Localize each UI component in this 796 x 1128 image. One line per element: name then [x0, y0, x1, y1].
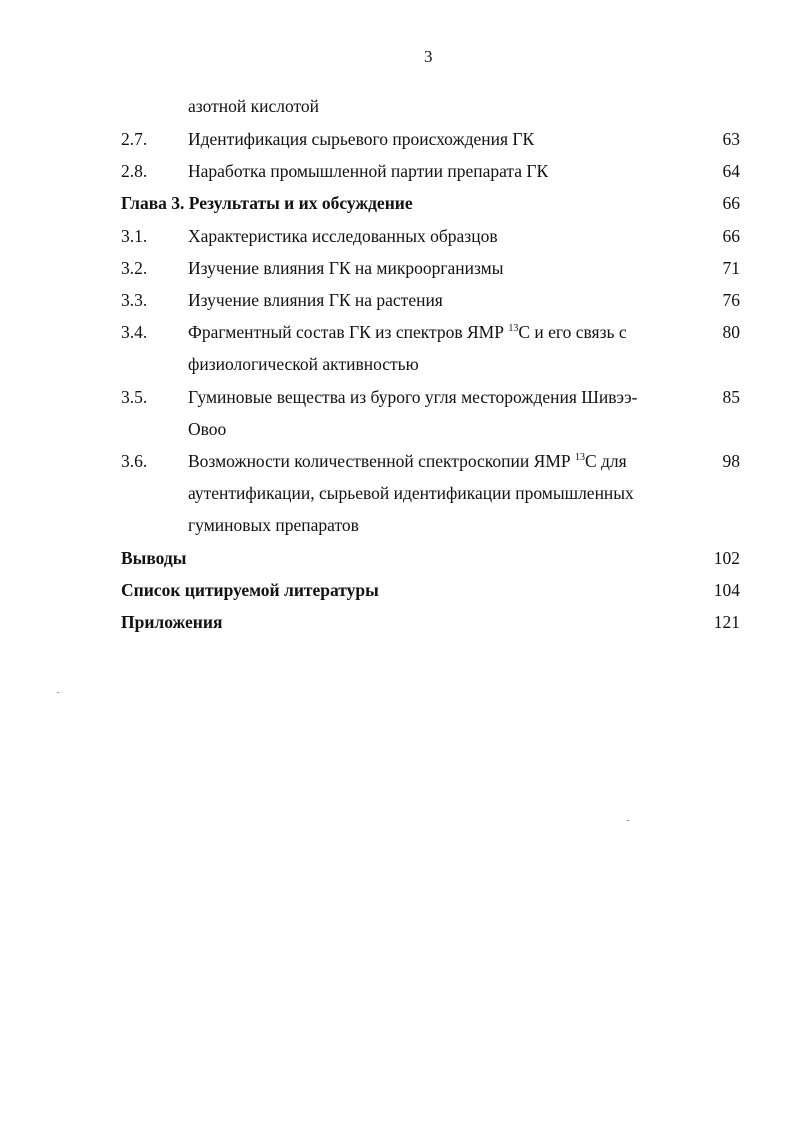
- toc-entry-page: 102: [713, 548, 740, 568]
- toc-entry-text: Наработка промышленной партии препарата ГК: [188, 161, 549, 181]
- toc-entry-3-3: [0, 288, 796, 312]
- toc-entry-text-part: Фрагментный состав ГК из спектров ЯМР: [188, 322, 509, 342]
- toc-entry-2-6-continuation: [0, 94, 796, 118]
- toc-entry-number: 3.4.: [121, 322, 148, 342]
- toc-entry-text: Изучение влияния ГК на растения: [188, 290, 443, 310]
- toc-entry-page: 98: [722, 451, 740, 471]
- toc-entry-page: 66: [722, 193, 740, 213]
- superscript-isotope: 13: [508, 323, 519, 334]
- toc-entry-3-1: [0, 224, 796, 248]
- toc-entry-3-6: [0, 449, 796, 473]
- toc-chapter-title: Глава 3. Результаты и их обсуждение: [121, 193, 413, 213]
- toc-entry-number: 3.2.: [121, 258, 148, 278]
- page-number: 3: [424, 47, 433, 66]
- toc-appendices: [0, 610, 796, 634]
- toc-entry-page: 80: [722, 322, 740, 342]
- toc-entry-text: Овоо: [188, 419, 227, 439]
- scan-speck: [627, 820, 629, 821]
- toc-references: [0, 578, 796, 602]
- toc-entry-number: 3.6.: [121, 451, 148, 471]
- toc-entry-3-6-line-3: [0, 513, 796, 537]
- toc-entry-3-4-line-2: [0, 352, 796, 376]
- toc-entry-3-2: [0, 256, 796, 280]
- toc-entry-text: Идентификация сырьевого происхождения ГК: [188, 129, 535, 149]
- toc-entry-number: 3.5.: [121, 387, 148, 407]
- toc-entry-page: 85: [722, 387, 740, 407]
- toc-entry-3-4: [0, 320, 796, 344]
- toc-entry-text: азотной кислотой: [188, 96, 320, 116]
- toc-entry-2-7: [0, 127, 796, 151]
- toc-entry-text: Гуминовые вещества из бурого угля месторождения Шивээ-: [188, 387, 638, 407]
- toc-section-title: Приложения: [121, 612, 223, 632]
- toc-entry-2-8: [0, 159, 796, 183]
- toc-entry-page: 104: [713, 580, 740, 600]
- toc-section-title: Список цитируемой литературы: [121, 580, 379, 600]
- superscript-isotope: 13: [574, 452, 585, 463]
- toc-entry-text: [188, 320, 627, 344]
- toc-entry-text: гуминовых препаратов: [188, 515, 359, 535]
- toc-entry-text: [188, 449, 627, 473]
- toc-entry-page: 63: [722, 129, 740, 149]
- toc-entry-page: 76: [722, 290, 740, 310]
- toc-entry-number: 2.7.: [121, 129, 148, 149]
- toc-entry-page: 64: [722, 161, 740, 181]
- toc-section-title: Выводы: [121, 548, 187, 568]
- toc-entry-text: Изучение влияния ГК на микроорганизмы: [188, 258, 504, 278]
- toc-entry-number: 2.8.: [121, 161, 148, 181]
- toc-conclusions: [0, 546, 796, 570]
- toc-entry-3-5-line-2: [0, 417, 796, 441]
- toc-entry-text-part: С и его связь с: [518, 322, 627, 342]
- toc-entry-page: 121: [713, 612, 740, 632]
- toc-entry-text: физиологической активностью: [188, 354, 419, 374]
- toc-entry-text-part: Возможности количественной спектроскопии ЯМР: [188, 451, 575, 471]
- toc-entry-3-5: [0, 385, 796, 409]
- toc-entry-number: 3.1.: [121, 226, 148, 246]
- toc-entry-text-part: С для: [584, 451, 627, 471]
- toc-entry-page: 66: [722, 226, 740, 246]
- toc-entry-text: Характеристика исследованных образцов: [188, 226, 498, 246]
- toc-entry-page: 71: [722, 258, 740, 278]
- toc-chapter-3: [0, 191, 796, 215]
- toc-entry-3-6-line-2: [0, 481, 796, 505]
- toc-entry-number: 3.3.: [121, 290, 148, 310]
- scan-speck: [57, 692, 59, 693]
- toc-entry-text: аутентификации, сырьевой идентификации промышленных: [188, 483, 634, 503]
